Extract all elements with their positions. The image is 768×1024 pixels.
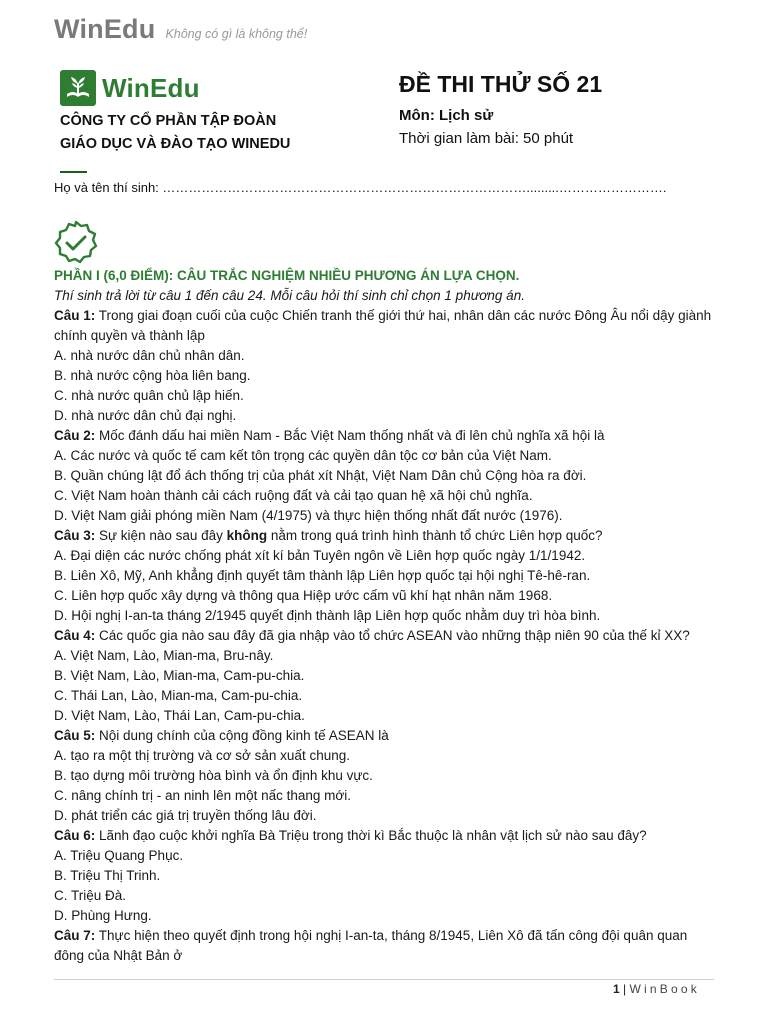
footer-divider <box>54 979 714 980</box>
header-brand <box>54 14 307 45</box>
option: A. tạo ra một thị trường và cơ sở sản xuất chung. <box>54 748 350 763</box>
question-2 <box>54 426 720 526</box>
question-label: Câu 6: <box>54 828 96 843</box>
verified-badge-icon <box>52 219 100 267</box>
question-emphasis: không <box>226 528 268 543</box>
option: C. nhà nước quân chủ lập hiến. <box>54 388 244 403</box>
question-5 <box>54 726 720 826</box>
footer-separator: | <box>619 982 630 996</box>
exam-title: ĐỀ THI THỬ SỐ 21 <box>399 71 603 97</box>
company-name <box>60 110 290 156</box>
book-tree-icon <box>60 70 96 106</box>
option: B. Liên Xô, Mỹ, Anh khẳng định quyết tâm thành lập Liên hợp quốc tại hội nghị Tê-hê-ran. <box>54 568 591 583</box>
option: B. nhà nước cộng hòa liên bang. <box>54 368 251 383</box>
section-title: PHẦN I (6,0 ĐIỂM): CÂU TRẮC NGHIỆM NHIỀU PHƯƠNG ÁN LỰA CHỌN. <box>54 268 520 283</box>
option: B. Việt Nam, Lào, Mian-ma, Cam-pu-chia. <box>54 668 305 683</box>
question-text: Mốc đánh dấu hai miền Nam - Bắc Việt Nam thống nhất và đi lên chủ nghĩa xã hội là <box>95 428 605 443</box>
option: B. tạo dựng môi trường hòa bình và ổn định khu vực. <box>54 768 373 783</box>
candidate-name-line: Họ và tên thí sinh: ………………………………………………………………………….........……………………. <box>54 180 667 195</box>
option: C. Thái Lan, Lào, Mian-ma, Cam-pu-chia. <box>54 688 303 703</box>
option: A. nhà nước dân chủ nhân dân. <box>54 348 245 363</box>
option: D. nhà nước dân chủ đại nghị. <box>54 408 237 423</box>
page-footer <box>613 982 700 996</box>
question-7 <box>54 926 720 966</box>
option: D. Hội nghị I-an-ta tháng 2/1945 quyết định thành lập Liên hợp quốc nhằm duy trì hòa bình. <box>54 608 601 623</box>
header-brand-name: WinEdu <box>54 14 156 44</box>
header-slogan: Không có gì là không thể! <box>165 27 308 41</box>
option: A. Đại diện các nước chống phát xít kí bản Tuyên ngôn về Liên hợp quốc ngày 1/1/1942. <box>54 548 586 563</box>
company-logo <box>60 70 200 106</box>
question-text: Các quốc gia nào sau đây đã gia nhập vào tổ chức ASEAN vào những thập niên 90 của thế kỉ XX? <box>95 628 690 643</box>
option: C. Triệu Đà. <box>54 888 127 903</box>
divider <box>60 171 87 173</box>
exam-duration: Thời gian làm bài: 50 phút <box>399 130 574 147</box>
company-name-line1: CÔNG TY CỔ PHẦN TẬP ĐOÀN <box>60 113 277 129</box>
question-label: Câu 1: <box>54 308 96 323</box>
option: C. Việt Nam hoàn thành cải cách ruộng đất và cải tạo quan hệ xã hội chủ nghĩa. <box>54 488 533 503</box>
option: C. nâng chính trị - an ninh lên một nấc thang mới. <box>54 788 352 803</box>
option: C. Liên hợp quốc xây dựng và thông qua Hiệp ước cấm vũ khí hạt nhân năm 1968. <box>54 588 553 603</box>
question-label: Câu 5: <box>54 728 96 743</box>
question-text: Trong giai đoạn cuối của cuộc Chiến tranh thế giới thứ hai, nhân dân các nước Đông Âu nổi dậy giành chính quyền và thành lập <box>54 308 712 343</box>
option: B. Quần chúng lật đổ ách thống trị của phát xít Nhật, Việt Nam Dân chủ Cộng hòa ra đời. <box>54 468 587 483</box>
question-label: Câu 3: <box>54 528 96 543</box>
option: D. Phùng Hưng. <box>54 908 152 923</box>
exam-content <box>54 266 720 966</box>
question-3 <box>54 526 720 626</box>
option: D. Việt Nam giải phóng miền Nam (4/1975) và thực hiện thống nhất đất nước (1976). <box>54 508 563 523</box>
question-text: Nội dung chính của cộng đồng kinh tế ASEAN là <box>95 728 389 743</box>
question-text: nằm trong quá trình hình thành tổ chức Liên hợp quốc? <box>267 528 603 543</box>
question-text: Thực hiện theo quyết định trong hội nghị I-an-ta, tháng 8/1945, Liên Xô đã tấn công đội quân quan đông của Nhật Bản ở <box>54 928 688 963</box>
page-number: 1 <box>613 982 620 996</box>
footer-brand: WinBook <box>629 982 700 996</box>
question-label: Câu 2: <box>54 428 96 443</box>
question-text: Sự kiện nào sau đây <box>95 528 227 543</box>
logo-text: WinEdu <box>102 72 200 103</box>
exam-subject: Môn: Lịch sử <box>399 107 494 124</box>
question-label: Câu 7: <box>54 928 96 943</box>
option: B. Triệu Thị Trinh. <box>54 868 161 883</box>
question-4 <box>54 626 720 726</box>
option: A. Việt Nam, Lào, Mian-ma, Bru-nây. <box>54 648 274 663</box>
question-1 <box>54 306 720 426</box>
company-name-line2: GIÁO DỤC VÀ ĐÀO TẠO WINEDU <box>60 136 291 152</box>
option: D. phát triển các giá trị truyền thống lâu đời. <box>54 808 317 823</box>
question-6 <box>54 826 720 926</box>
option: A. Các nước và quốc tế cam kết tôn trọng các quyền dân tộc cơ bản của Việt Nam. <box>54 448 552 463</box>
section-instruction: Thí sinh trả lời từ câu 1 đến câu 24. Mỗi câu hỏi thí sinh chỉ chọn 1 phương án. <box>54 288 525 303</box>
question-label: Câu 4: <box>54 628 96 643</box>
option: A. Triệu Quang Phục. <box>54 848 184 863</box>
question-text: Lãnh đạo cuộc khởi nghĩa Bà Triệu trong thời kì Bắc thuộc là nhân vật lịch sử nào sau đây? <box>95 828 647 843</box>
option: D. Việt Nam, Lào, Thái Lan, Cam-pu-chia. <box>54 708 305 723</box>
